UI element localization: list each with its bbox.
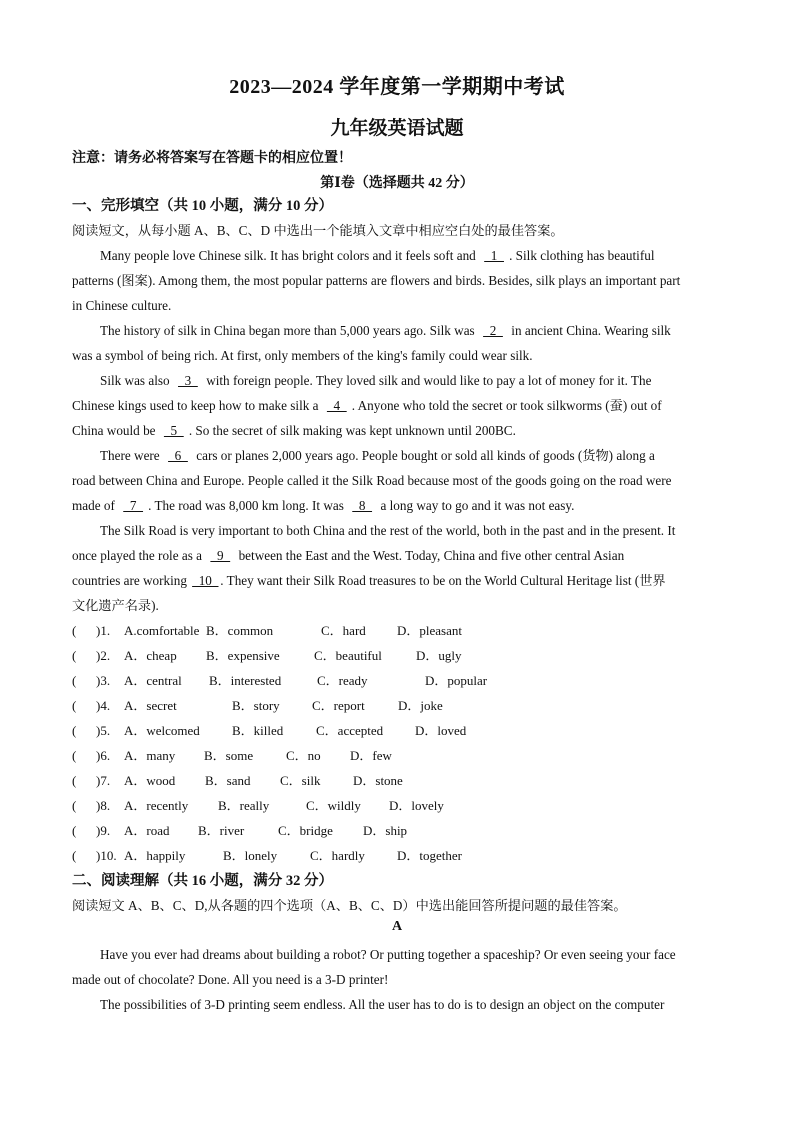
option-a: A．happily: [124, 848, 186, 863]
option-b: B．some: [204, 748, 254, 763]
paragraph-line: [72, 546, 624, 566]
answer-paren: (: [72, 823, 77, 838]
answer-paren: (: [72, 698, 77, 713]
text-segment: . So the secret of silk making was kept unknown until 200BC.: [188, 423, 516, 438]
question-number: )9.: [96, 823, 111, 838]
option-d: D．ugly: [416, 648, 462, 663]
text-segment: . Anyone who told the secret or took silkworms (蚕) out of: [351, 398, 662, 413]
blank-6: 6: [168, 448, 188, 463]
paragraph-line: [72, 396, 662, 416]
answer-paren: (: [72, 648, 77, 663]
paragraph-line: The possibilities of 3-D printing seem endless. All the user has to do is to design an object on the computer: [100, 997, 665, 1012]
section2-instruction: 阅读短文 A、B、C、D,从各题的四个选项（A、B、C、D）中选出能回答所提问题的最佳答案。: [72, 898, 627, 913]
option-c: C．hard: [321, 623, 366, 638]
paragraph-line: [100, 321, 671, 341]
option-b: B．story: [232, 698, 280, 713]
text-segment: cars or planes 2,000 years ago. People bought or sold all kinds of goods (货物) along a: [196, 448, 655, 463]
option-c: C．report: [312, 698, 365, 713]
question-number: )7.: [96, 773, 111, 788]
text-segment: The history of silk in China began more than 5,000 years ago. Silk was: [100, 323, 475, 338]
text-segment: . The road was 8,000 km long. It was: [148, 498, 344, 513]
blank-4: 4: [326, 398, 347, 413]
option-c: C．accepted: [316, 723, 384, 738]
part-one-heading: 第Ⅰ卷（选择题共 42 分）: [320, 176, 474, 191]
option-a: A．road: [124, 823, 170, 838]
question-number: )10.: [96, 848, 117, 863]
option-d: D．ship: [363, 823, 408, 838]
answer-paren: (: [72, 848, 77, 863]
option-d: D．pleasant: [397, 623, 462, 638]
paragraph-line: 文化遗产名录).: [72, 598, 159, 613]
option-a: A．many: [124, 748, 176, 763]
blank-5: 5: [163, 423, 184, 438]
text-segment: There were: [100, 448, 160, 463]
paragraph-line: [100, 371, 651, 391]
paragraph-line: The Silk Road is very important to both China and the rest of the world, both in the past and in the present. It: [100, 523, 676, 538]
text-segment: Many people love Chinese silk. It has bright colors and it feels soft and: [100, 248, 476, 263]
option-c: C．bridge: [278, 823, 333, 838]
question-number: )5.: [96, 723, 111, 738]
option-a: A．secret: [124, 698, 177, 713]
text-segment: once played the role as a: [72, 548, 202, 563]
option-d: D．few: [350, 748, 392, 763]
option-b: B．expensive: [206, 648, 280, 663]
blank-3: 3: [178, 373, 198, 388]
option-a: A．central: [124, 673, 182, 688]
option-b: B．river: [198, 823, 245, 838]
blank-9: 9: [210, 548, 231, 563]
option-c: C．no: [286, 748, 321, 763]
option-a: A．wood: [124, 773, 176, 788]
section2-heading: 二、阅读理解（共 16 小题，满分 32 分）: [72, 873, 333, 889]
blank-10: 10: [192, 573, 219, 588]
option-c: C．ready: [317, 673, 368, 688]
question-number: )2.: [96, 648, 111, 663]
paragraph-line: [72, 421, 516, 441]
option-d: D．together: [397, 848, 462, 863]
text-segment: . Silk clothing has beautiful: [509, 248, 655, 263]
option-b: B．common: [206, 623, 274, 638]
text-segment: . They want their Silk Road treasures to be on the World Cultural Heritage list (世界: [220, 573, 666, 588]
blank-8: 8: [352, 498, 373, 513]
answer-paren: (: [72, 673, 77, 688]
text-segment: between the East and the West. Today, China and five other central Asian: [238, 548, 625, 563]
option-c: C．silk: [280, 773, 321, 788]
question-number: )4.: [96, 698, 111, 713]
option-d: D．joke: [398, 698, 443, 713]
option-d: D．popular: [425, 673, 488, 688]
option-c: C．beautiful: [314, 648, 382, 663]
text-segment: in ancient China. Wearing silk: [511, 323, 671, 338]
option-b: B．lonely: [223, 848, 278, 863]
exam-subtitle: 九年级英语试题: [330, 118, 464, 139]
paragraph-line: [100, 446, 655, 466]
paragraph-line: patterns (图案). Among them, the most popular patterns are flowers and birds. Besides, silk plays an important part: [72, 273, 681, 288]
paragraph-line: was a symbol of being rich. At first, only members of the king's family could wear silk.: [72, 348, 533, 363]
paragraph-line: [72, 496, 574, 516]
text-segment: China would be: [72, 423, 156, 438]
passage-label: A: [391, 919, 403, 934]
paragraph-line: in Chinese culture.: [72, 298, 172, 313]
section1-heading: 一、完形填空（共 10 小题，满分 10 分）: [72, 198, 333, 214]
option-b: B．interested: [209, 673, 282, 688]
text-segment: a long way to go and it was not easy.: [380, 498, 575, 513]
option-b: B．sand: [205, 773, 251, 788]
option-b: B．killed: [232, 723, 284, 738]
question-number: )8.: [96, 798, 111, 813]
paragraph-line: Have you ever had dreams about building a robot? Or putting together a spaceship? Or even seeing your face: [100, 947, 676, 962]
text-segment: Chinese kings used to keep how to make silk a: [72, 398, 319, 413]
text-segment: countries are working: [72, 573, 187, 588]
answer-paren: (: [72, 798, 77, 813]
text-segment: made of: [72, 498, 115, 513]
answer-paren: (: [72, 723, 77, 738]
option-b: B．really: [218, 798, 270, 813]
blank-2: 2: [483, 323, 503, 338]
answer-paren: (: [72, 773, 77, 788]
paragraph-line: made out of chocolate? Done. All you need is a 3-D printer!: [72, 972, 389, 987]
question-number: )6.: [96, 748, 111, 763]
text-segment: with foreign people. They loved silk and would like to pay a lot of money for it. The: [206, 373, 652, 388]
paragraph-line: road between China and Europe. People called it the Silk Road because most of the goods going on the road were: [72, 473, 672, 488]
option-a: A．recently: [124, 798, 189, 813]
option-c: C．hardly: [310, 848, 365, 863]
option-a: A．cheap: [124, 648, 177, 663]
text-segment: Silk was also: [100, 373, 170, 388]
exam-title: 2023—2024 学年度第一学期期中考试: [229, 76, 565, 98]
answer-paren: (: [72, 623, 77, 638]
notice: 注意：请务必将答案写在答题卡的相应位置！: [72, 151, 352, 166]
option-c: C．wildly: [306, 798, 361, 813]
option-a: A．welcomed: [124, 723, 200, 738]
option-d: D．stone: [353, 773, 403, 788]
paragraph-line: [72, 571, 666, 591]
blank-7: 7: [123, 498, 144, 513]
question-number: )3.: [96, 673, 111, 688]
section1-instruction: 阅读短文，从每小题 A、B、C、D 中选出一个能填入文章中相应空白处的最佳答案。: [72, 223, 564, 238]
answer-paren: (: [72, 748, 77, 763]
blank-1: 1: [484, 248, 504, 263]
question-number: )1.: [96, 623, 111, 638]
option-d: D．lovely: [389, 798, 444, 813]
option-d: D．loved: [415, 723, 467, 738]
option-a: A.comfortable: [124, 623, 200, 638]
paragraph-line: [100, 246, 655, 266]
